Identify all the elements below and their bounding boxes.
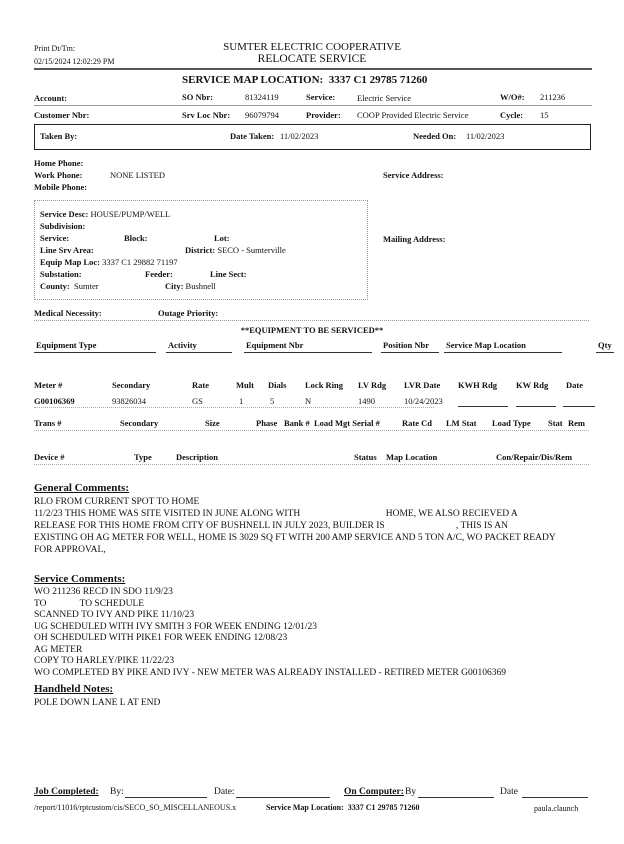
meter-col-meter: Meter # xyxy=(34,380,63,390)
general-comments-title: General Comments: xyxy=(34,482,130,494)
service-comment-line: TO TO SCHEDULE xyxy=(34,598,145,609)
provider-label: Provider: xyxy=(306,110,341,120)
service-comments-title: Service Comments: xyxy=(34,573,126,585)
so-nbr-value: 81324119 xyxy=(245,92,279,102)
meter-col-kwrdg: KW Rdg xyxy=(516,380,549,390)
service-value: Electric Service xyxy=(357,93,412,103)
home-phone-label: Home Phone: xyxy=(34,158,84,168)
trans-rule xyxy=(34,430,589,431)
meter-number: G00106369 xyxy=(34,396,75,406)
general-comment-line: FOR APPROVAL, xyxy=(34,545,106,555)
service-label: Service: xyxy=(306,92,336,102)
provider-value: COOP Provided Electric Service xyxy=(357,110,469,120)
trans-col-size: Size xyxy=(205,418,220,428)
date-taken-label: Date Taken: xyxy=(230,131,275,141)
subdivision-label: Subdivision: xyxy=(40,221,86,231)
date-line-1[interactable] xyxy=(236,797,330,798)
meter-col-mult: Mult xyxy=(236,380,254,390)
account-label: Account: xyxy=(34,93,68,103)
device-col-description: Description xyxy=(176,452,219,462)
kw-rdg-blank xyxy=(516,406,556,407)
kwh-rdg-blank xyxy=(458,406,508,407)
feeder-label: Feeder: xyxy=(145,269,173,279)
district: District: SECO - Sumterville xyxy=(185,245,286,255)
meter-col-lockring: Lock Ring xyxy=(305,380,344,390)
outage-priority-label: Outage Priority: xyxy=(158,308,219,318)
general-comment-line: RELEASE FOR THIS HOME FROM CITY OF BUSHNELL IN JULY 2023, BUILDER IS , THIS IS AN xyxy=(34,521,508,531)
service-comment-line: UG SCHEDULED WITH IVY SMITH 3 FOR WEEK ENDING 12/01/23 xyxy=(34,621,317,632)
equip-map-value: 3337 C1 29882 71197 xyxy=(102,257,178,267)
service-comment-line: OH SCHEDULED WITH PIKE1 FOR WEEK ENDING 12/08/23 xyxy=(34,633,288,643)
work-phone-label: Work Phone: xyxy=(34,170,83,180)
eq-col-position: Position Nbr xyxy=(383,340,430,350)
device-col-status: Status xyxy=(354,452,377,462)
meter-lock-ring: N xyxy=(305,396,312,406)
trans-col-loadtype: Load Type xyxy=(492,418,531,428)
footer-service-map: Service Map Location: 3337 C1 29785 71260 xyxy=(266,803,420,812)
meter-mult: 1 xyxy=(239,396,244,406)
date-label-2: Date xyxy=(500,787,518,797)
service-desc-value: HOUSE/PUMP/WELL xyxy=(90,209,171,219)
so-nbr-label: SO Nbr: xyxy=(182,92,213,102)
medical-necessity-label: Medical Necessity: xyxy=(34,308,102,318)
general-comment-line: EXISTING OH AG METER FOR WELL, HOME IS 3029 SQ FT WITH 200 AMP SERVICE AND 5 TON A/C, WO PACKET READY xyxy=(34,533,556,543)
customer-nbr-label: Customer Nbr: xyxy=(34,110,90,120)
mobile-phone-label: Mobile Phone: xyxy=(34,182,88,192)
by-label-1: By: xyxy=(110,787,124,797)
service-comment-line: SCANNED TO IVY AND PIKE 11/10/23 xyxy=(34,610,195,620)
date-taken-value: 11/02/2023 xyxy=(280,131,319,141)
eq-underline xyxy=(596,352,614,353)
meter-rate: GS xyxy=(192,396,203,406)
trans-col-stat: Stat xyxy=(548,418,563,428)
trans-col-phase: Phase xyxy=(256,418,278,428)
print-dt-label: Print Dt/Tm: xyxy=(34,44,76,53)
service-comment-line: AG METER xyxy=(34,644,83,655)
meter-secondary: 93826034 xyxy=(112,396,146,406)
by-signature-line-1[interactable] xyxy=(125,797,207,798)
eq-underline xyxy=(166,352,232,353)
org-name: SUMTER ELECTRIC COOPERATIVE xyxy=(223,41,401,53)
eq-underline xyxy=(381,352,439,353)
print-dt-value: 02/15/2024 12:02:29 PM xyxy=(34,57,115,66)
service-comment-line: WO COMPLETED BY PIKE AND IVY - NEW METER WAS ALREADY INSTALLED - RETIRED METER G00106369 xyxy=(34,667,507,678)
trans-col-lmstat: LM Stat xyxy=(446,418,477,428)
loc-service-label: Service: xyxy=(40,233,70,243)
device-col-device: Device # xyxy=(34,452,65,462)
trans-col-rem: Rem xyxy=(568,418,585,428)
trans-col-trans: Trans # xyxy=(34,418,62,428)
service-comment-line: COPY TO HARLEY/PIKE 11/22/23 xyxy=(34,656,175,666)
device-col-con: Con/Repair/Dis/Rem xyxy=(496,452,573,462)
by-label-2: By xyxy=(405,787,417,797)
handheld-notes-title: Handheld Notes: xyxy=(34,683,114,695)
equipment-title: **EQUIPMENT TO BE SERVICED** xyxy=(240,325,384,335)
device-col-type: Type xyxy=(134,452,152,462)
general-comment-line: RLO FROM CURRENT SPOT TO HOME xyxy=(34,497,200,507)
line-srv-area-label: Line Srv Area: xyxy=(40,245,94,255)
meter-col-lvrdg: LV Rdg xyxy=(358,380,387,390)
lot-label: Lot: xyxy=(214,233,230,243)
general-comments-body xyxy=(34,496,556,556)
service-comment-line: WO 211236 RECD IN SDO 11/9/23 xyxy=(34,587,173,597)
info-rule-1 xyxy=(34,105,592,106)
meter-lvr-date: 10/24/2023 xyxy=(404,396,443,406)
service-comments-body xyxy=(34,587,506,679)
service-desc: Service Desc: HOUSE/PUMP/WELL xyxy=(40,209,171,219)
meter-col-dials: Dials xyxy=(268,380,287,390)
service-map-value: 3337 C1 29785 71260 xyxy=(328,74,428,86)
eq-col-nbr: Equipment Nbr xyxy=(246,340,304,350)
eq-col-map: Service Map Location xyxy=(446,340,526,350)
service-address-label: Service Address: xyxy=(383,170,444,180)
device-col-map: Map Location xyxy=(386,452,438,462)
meter-dials: 5 xyxy=(270,396,275,406)
block-label: Block: xyxy=(124,233,148,243)
county: County: Sumter xyxy=(40,281,99,291)
taken-by-label: Taken By: xyxy=(40,131,78,141)
trans-col-ratecd: Rate Cd xyxy=(402,418,432,428)
mailing-address-label: Mailing Address: xyxy=(383,234,446,244)
needed-on-value: 11/02/2023 xyxy=(466,131,505,141)
date-blank xyxy=(563,406,595,407)
substation-label: Substation: xyxy=(40,269,82,279)
on-computer-label: On Computer: xyxy=(344,787,404,797)
district-value: SECO - Sumterville xyxy=(217,245,286,255)
cycle-value: 15 xyxy=(540,110,549,120)
cycle-label: Cycle: xyxy=(500,110,524,120)
eq-underline xyxy=(444,352,562,353)
city-value: Bushnell xyxy=(185,281,216,291)
general-comment-line: 11/2/23 THIS HOME WAS SITE VISITED IN JUNE ALONG WITH HOME, WE ALSO RECIEVED A xyxy=(34,509,518,519)
wo-value: 211236 xyxy=(540,92,566,102)
eq-col-type: Equipment Type xyxy=(36,340,97,350)
meter-col-lvrdate: LVR Date xyxy=(404,380,441,390)
meter-lv-rdg: 1490 xyxy=(358,396,375,406)
wo-label: W/O#: xyxy=(500,92,525,102)
meter-col-secondary: Secondary xyxy=(112,380,151,390)
needed-on-label: Needed On: xyxy=(413,131,457,141)
eq-col-qty: Qty xyxy=(598,340,612,350)
eq-underline xyxy=(34,352,156,353)
by-signature-line-2[interactable] xyxy=(418,797,494,798)
city: City: Bushnell xyxy=(165,281,216,291)
date-line-2[interactable] xyxy=(522,797,588,798)
date-label-1: Date: xyxy=(214,787,235,797)
trans-col-bank: Bank # xyxy=(284,418,310,428)
srv-loc-label: Srv Loc Nbr: xyxy=(182,110,231,120)
srv-loc-value: 96079794 xyxy=(245,110,279,120)
header-rule xyxy=(34,68,592,70)
report-path: /report/11016/rptcustom/cis/SECO_SO_MISCELLANEOUS.x xyxy=(34,803,237,812)
meter-row-rule xyxy=(34,407,434,408)
trans-col-loadmgt: Load Mgt Serial # xyxy=(314,418,380,428)
eq-underline xyxy=(244,352,372,353)
service-map-heading: SERVICE MAP LOCATION: 3337 C1 29785 71260 xyxy=(182,74,428,86)
job-completed-label: Job Completed: xyxy=(34,787,99,797)
handheld-note-line: POLE DOWN LANE L AT END xyxy=(34,698,161,708)
meter-col-date: Date xyxy=(566,380,583,390)
eq-col-activity: Activity xyxy=(168,340,197,350)
equip-map-loc: Equip Map Loc: 3337 C1 29882 71197 xyxy=(40,257,178,267)
trans-col-secondary: Secondary xyxy=(120,418,159,428)
footer-service-map-value: 3337 C1 29785 71260 xyxy=(347,803,420,812)
device-rule xyxy=(34,464,589,465)
document-title: RELOCATE SERVICE xyxy=(257,53,367,65)
meter-col-kwhrdg: KWH Rdg xyxy=(458,380,497,390)
report-user: paula.claunch xyxy=(534,804,579,813)
work-phone-value: NONE LISTED xyxy=(110,170,166,180)
meter-col-rate: Rate xyxy=(192,380,209,390)
county-value: Sumter xyxy=(74,281,99,291)
line-sect-label: Line Sect: xyxy=(210,269,247,279)
